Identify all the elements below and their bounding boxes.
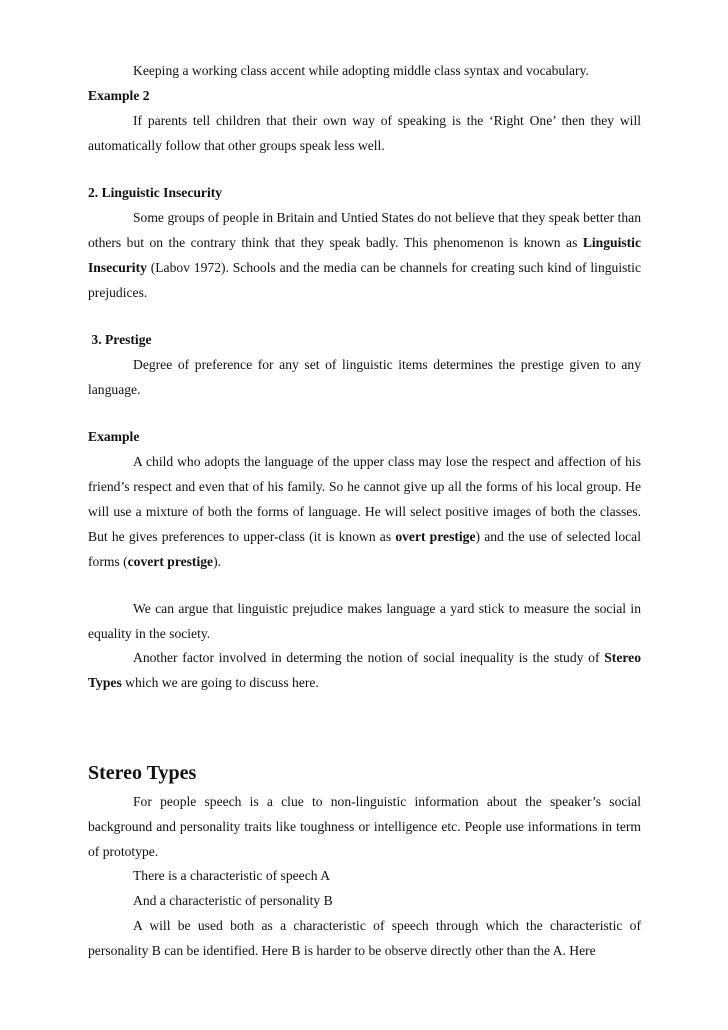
paragraph-text: Keeping a working class accent while adopting middle class syntax and vocabulary.: [133, 63, 589, 78]
stereo-types-heading: Stereo Types: [88, 762, 197, 784]
term-linguistic-insecurity: Linguistic Insecurity: [88, 235, 641, 275]
paragraph-another-factor: Another factor involved in determing the notion of social inequality is the study of Stereo Types which we are going to discuss here.: [88, 650, 641, 690]
paragraph-prestige: Degree of preference for any set of linguistic items determines the prestige given to any language.: [88, 357, 641, 397]
term-covert-prestige: covert prestige: [127, 554, 214, 569]
line-characteristic-speech: There is a characteristic of speech A: [133, 868, 331, 883]
paragraph-parents: If parents tell children that their own way of speaking is the ‘Right One’ then they will automatically follow that other groups speak less well.: [88, 113, 641, 153]
example-heading: Example: [88, 429, 140, 444]
paragraph-example-child: A child who adopts the language of the upper class may lose the respect and affection of his friend’s respect and even that of his family. So he cannot give up all the forms of his local group. He will use a mixture of both the forms of language. He will select positive images of both the classes. But he gives preferences to upper-class (it is known as overt prestige) and the use of selected local forms (covert prestige).: [88, 454, 641, 569]
line-characteristic-personality: And a characteristic of personality B: [133, 893, 333, 908]
section-2-heading: 2. Linguistic Insecurity: [88, 185, 223, 200]
paragraph-accent: [88, 58, 641, 83]
term-stereo-types: Stereo Types: [88, 650, 641, 690]
paragraph-stereo-speech: For people speech is a clue to non-linguistic information about the speaker’s social background and personality traits like toughness or intelligence etc. People use informations in term of prototype.: [88, 794, 641, 859]
paragraph-linguistic-insecurity: Some groups of people in Britain and Untied States do not believe that they speak better than others but on the contrary think that they speak badly. This phenomenon is known as Linguistic Insecurity (Labov 1972). Schools and the media can be channels for creating such kind of linguistic prejudices.: [88, 210, 641, 300]
section-3-heading: 3. Prestige: [88, 332, 152, 347]
term-overt-prestige: overt prestige: [395, 529, 476, 544]
paragraph-stereo-a-b: A will be used both as a characteristic of speech through which the characteristic of personality B can be identified. Here B is harder to be observe directly other than the A. Here: [88, 918, 641, 958]
example-2-heading: Example 2: [88, 88, 150, 103]
paragraph-argue: We can argue that linguistic prejudice makes language a yard stick to measure the social in equality in the society.: [88, 601, 641, 641]
